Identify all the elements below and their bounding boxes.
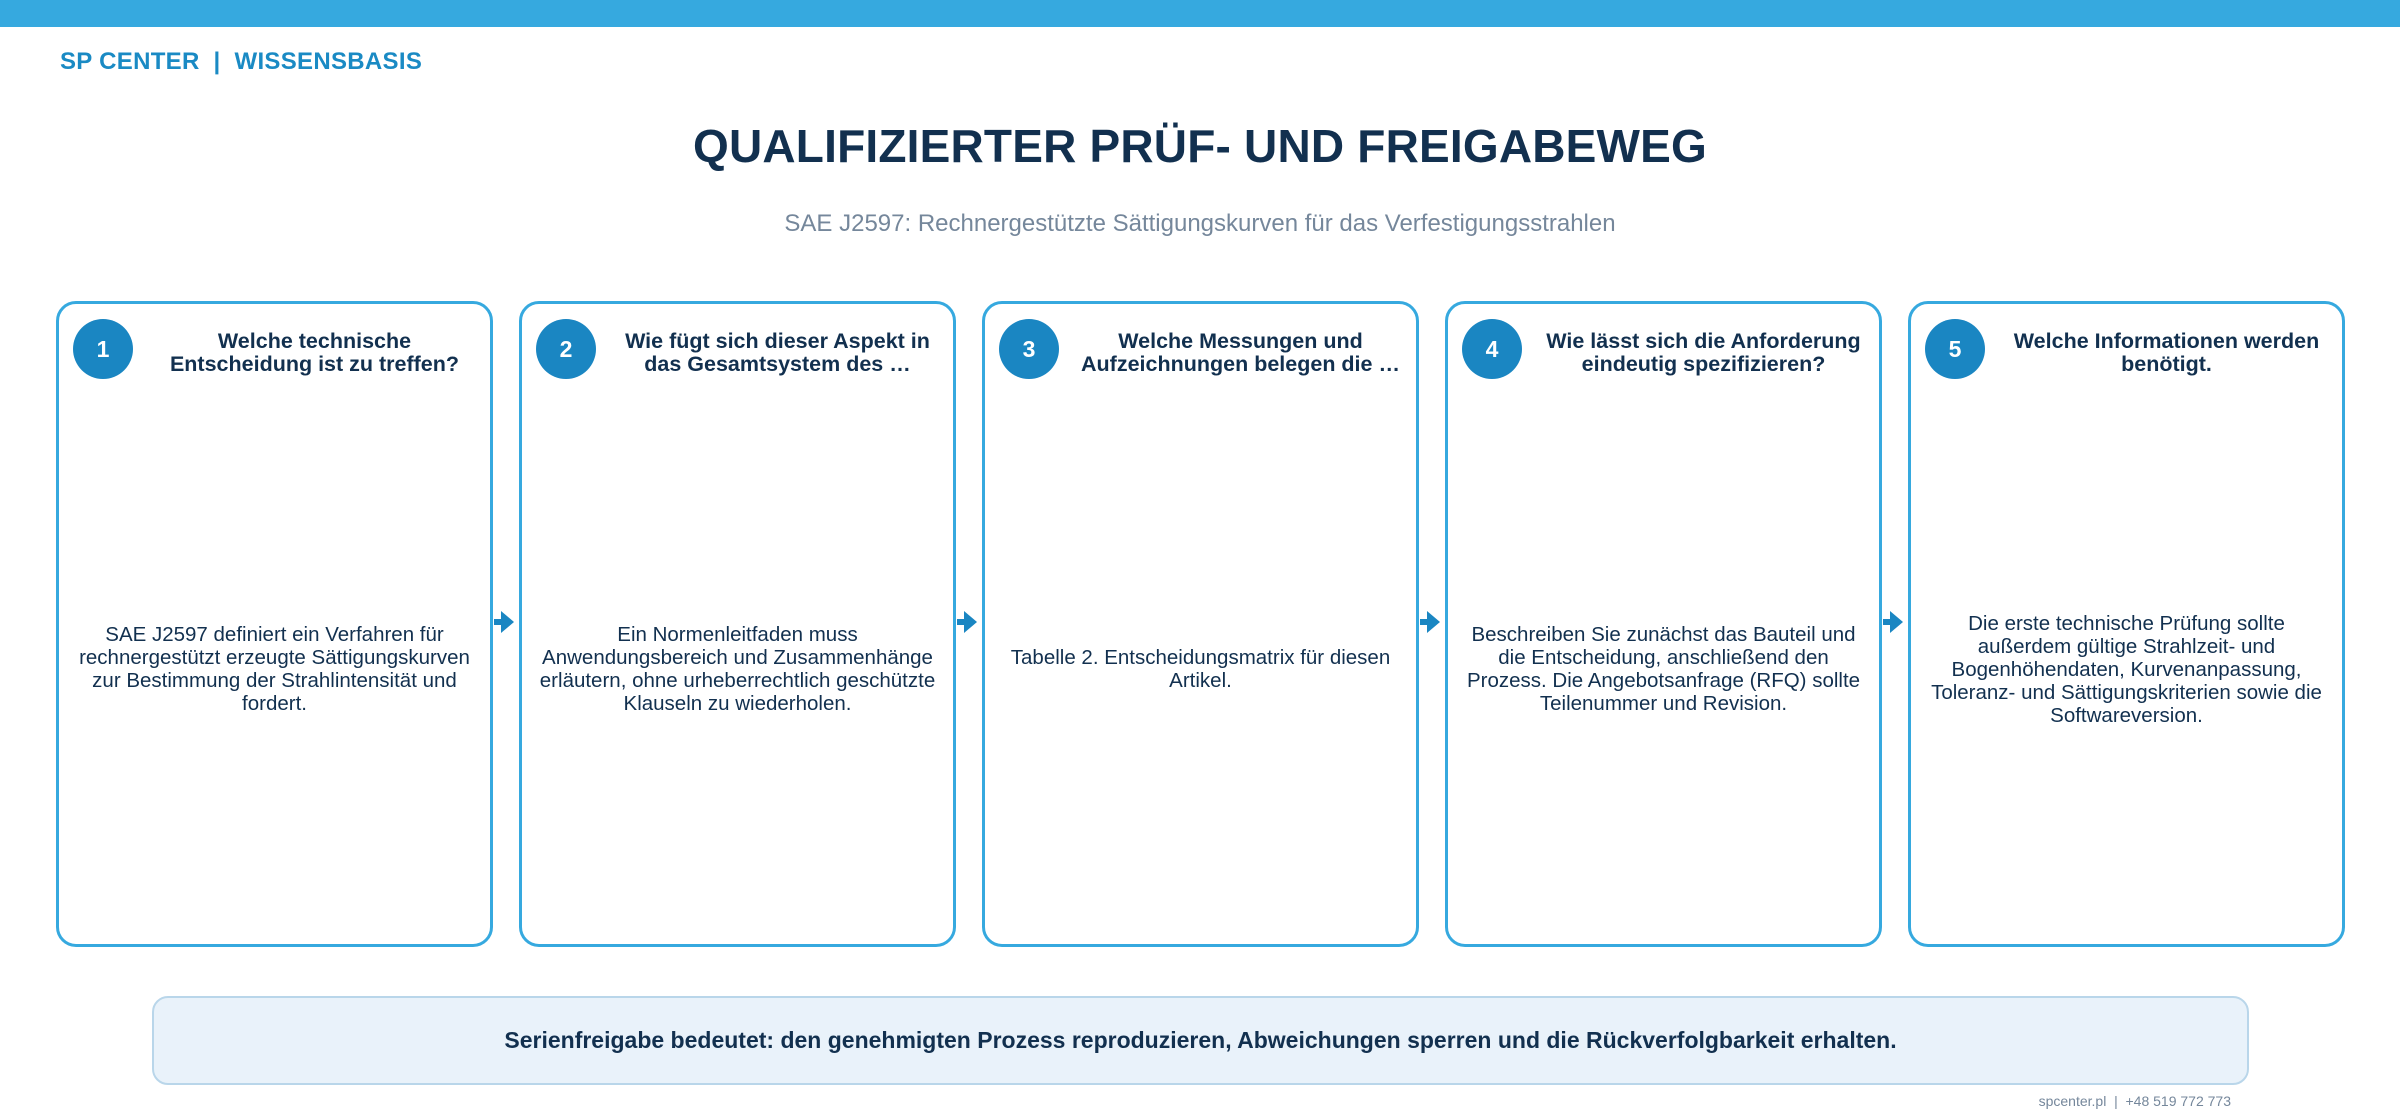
summary-banner-text: Serienfreigabe bedeutet: den genehmigten Prozess reproduzieren, Abweichungen sperren und die Rückverfolgbarkeit erhalten. — [504, 1027, 1897, 1053]
step-card-1 — [56, 301, 493, 947]
page-subtitle: SAE J2597: Rechnergestützte Sättigungskurven für das Verfestigungsstrahlen — [784, 210, 1616, 237]
arrow-right-icon — [494, 611, 514, 633]
top-accent-bar — [0, 0, 2400, 27]
step-title: Welche Messungen und Aufzeichnungen belegen die … — [1081, 329, 1400, 376]
arrow-right-icon — [1883, 611, 1903, 633]
step-body-text: Die erste technische Prüfung sollte außerdem gültige Strahlzeit- und Bogenhöhendaten, Kurvenanpassung, Toleranz- und Sättigungskriterien sowie die Softwareversion. — [1931, 611, 2322, 727]
step-title: Wie lässt sich die Anforderung eindeutig spezifizieren? — [1546, 329, 1861, 376]
arrow-right-icon — [957, 611, 977, 633]
step-body-text: Beschreiben Sie zunächst das Bauteil und die Entscheidung, anschließend den Prozess. Die Angebotsanfrage (RFQ) sollte Teilenummer und Revision. — [1466, 623, 1861, 715]
step-number-badge: 1 — [73, 319, 133, 379]
step-body-text: Ein Normenleitfaden muss Anwendungsbereich und Zusammenhänge erläutern, ohne urheberrechtlich geschützte Klauseln zu wiederholen. — [539, 623, 936, 715]
step-number-badge: 5 — [1925, 319, 1985, 379]
arrow-right-icon — [1420, 611, 1440, 633]
step-number-badge: 2 — [536, 319, 596, 379]
brand-header: SP CENTER | WISSENSBASIS — [60, 48, 423, 75]
step-card-5 — [1908, 301, 2345, 947]
summary-banner — [152, 996, 2249, 1085]
step-body — [1925, 404, 2328, 944]
step-card-4 — [1445, 301, 1882, 947]
step-body-text: Tabelle 2. Entscheidungsmatrix für diesen Artikel. — [1010, 646, 1391, 692]
step-number-badge: 4 — [1462, 319, 1522, 379]
step-card-3 — [982, 301, 1419, 947]
step-title: Welche technische Entscheidung ist zu treffen? — [169, 329, 460, 376]
footer-contact: spcenter.pl | +48 519 772 773 — [2038, 1093, 2231, 1109]
step-body — [1462, 404, 1865, 944]
step-title: Wie fügt sich dieser Aspekt in das Gesamtsystem des … — [625, 329, 930, 376]
step-body — [999, 404, 1402, 944]
step-body-text: SAE J2597 definiert ein Verfahren für rechnergestützt erzeugte Sättigungskurven zur Bestimmung der Strahlintensität und fordert. — [79, 623, 470, 715]
step-body — [536, 404, 939, 944]
page-title: QUALIFIZIERTER PRÜF- UND FREIGABEWEG — [692, 120, 1708, 172]
step-number-badge: 3 — [999, 319, 1059, 379]
step-body — [73, 404, 476, 944]
step-card-2 — [519, 301, 956, 947]
step-title: Welche Informationen werden benötigt. — [2013, 329, 2320, 376]
